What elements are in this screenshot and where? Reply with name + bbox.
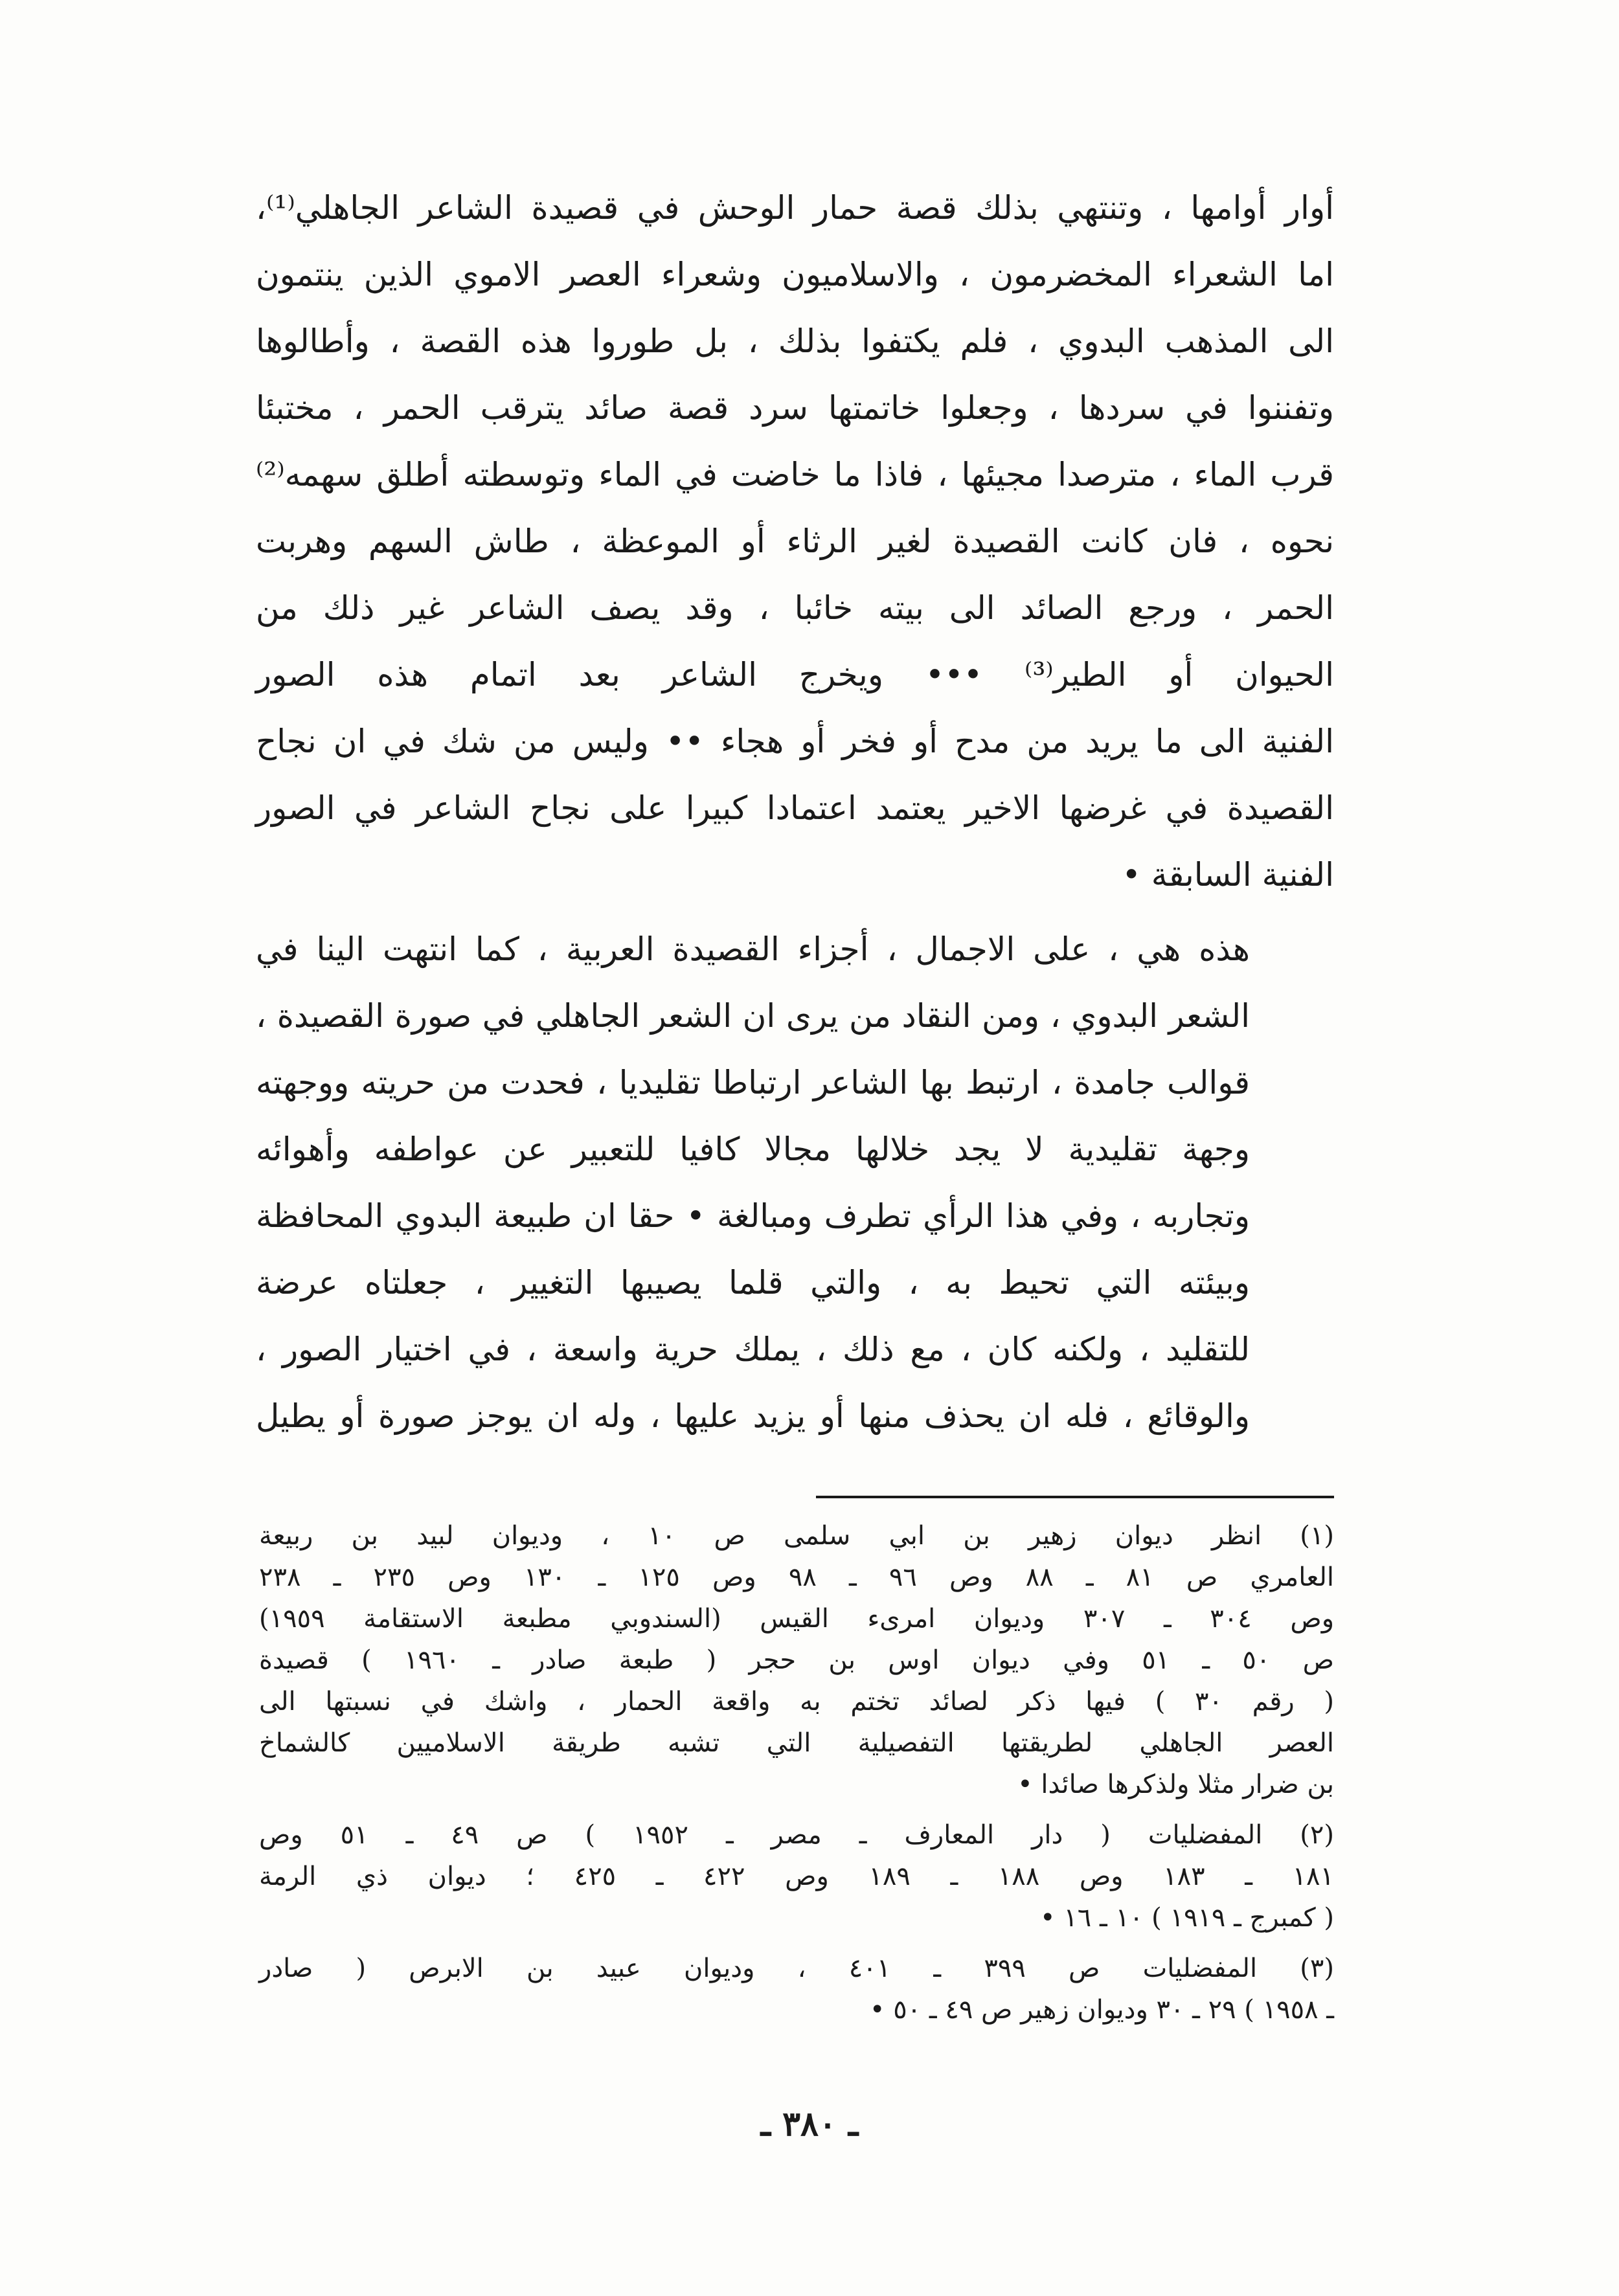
text-line: الشعر البدوي ، ومن النقاد من يرى ان الشعر الجاهلي في صورة القصيدة ، xyxy=(256,997,1250,1035)
text-line: قوالب جامدة ، ارتبط بها الشاعر ارتباطا تقليديا ، فحدت من حريته ووجهته xyxy=(256,1064,1250,1101)
footnotes xyxy=(259,1515,1334,2040)
footnote-line: ـ ١٩٥٨ ) ٢٩ ـ ٣٠ وديوان زهير ص ٤٩ ـ ٥٠ • xyxy=(869,1995,1334,2025)
text-line: هذه هي ، على الاجمال ، أجزاء القصيدة العربية ، كما انتهت الينا في xyxy=(256,930,1250,968)
text-line: الحيوان أو الطير⁽³⁾ ••• ويخرج الشاعر بعد اتمام هذه الصور xyxy=(256,656,1334,693)
footnote-line: (١) انظر ديوان زهير بن ابي سلمى ص ١٠ ، وديوان لبيد بن ربيعة xyxy=(259,1521,1334,1551)
text-line: اما الشعراء المخضرمون ، والاسلاميون وشعراء العصر الاموي الذين ينتمون xyxy=(256,256,1334,293)
text-line: وبيئته التي تحيط به ، والتي قلما يصيبها التغيير ، جعلتاه عرضة xyxy=(256,1264,1250,1301)
footnote-line: ( كمبرج ـ ١٩١٩ ) ١٠ ـ ١٦ • xyxy=(1040,1903,1334,1933)
footnote-line: ١٨١ ـ ١٨٣ وص ١٨٨ ـ ١٨٩ وص ٤٢٢ ـ ٤٢٥ ؛ ديوان ذي الرمة xyxy=(259,1862,1335,1891)
page-number: ـ ٣٨٠ ـ xyxy=(760,2104,859,2144)
footnote-line: وص ٣٠٤ ـ ٣٠٧ وديوان امرىء القيس (السندوبي مطبعة الاستقامة ١٩٥٩) xyxy=(259,1604,1335,1634)
main-text xyxy=(256,175,1334,1450)
text-line: وتفننوا في سردها ، وجعلوا خاتمتها سرد قصة صائد يترقب الحمر ، مختبئا xyxy=(256,389,1334,427)
footnote-line: (٢) المفضليات ( دار المعارف ـ مصر ـ ١٩٥٢ ) ص ٤٩ ـ ٥١ وص xyxy=(259,1820,1335,1850)
text-line: قرب الماء ، مترصدا مجيئها ، فاذا ما خاضت في الماء وتوسطته أطلق سهمه⁽²⁾ xyxy=(256,456,1334,493)
footnote-line: بن ضرار مثلا ولذكرها صائدا • xyxy=(1017,1770,1334,1799)
text-line: القصيدة في غرضها الاخير يعتمد اعتمادا كبيرا على نجاح الشاعر في الصور xyxy=(256,789,1334,827)
text-line: الحمر ، ورجع الصائد الى بيته خائبا ، وقد يصف الشاعر غير ذلك من xyxy=(256,589,1334,627)
text-line: أوار أوامها ، وتنتهي بذلك قصة حمار الوحش في قصيدة الشاعر الجاهلي⁽¹⁾، xyxy=(256,189,1334,227)
text-line: والوقائع ، فله ان يحذف منها أو يزيد عليها ، وله ان يوجز صورة أو يطيل xyxy=(256,1397,1250,1435)
footnote-separator xyxy=(816,1496,1334,1498)
text-line: نحوه ، فان كانت القصيدة لغير الرثاء أو الموعظة ، طاش السهم وهربت xyxy=(256,523,1334,560)
footnote-line: العصر الجاهلي لطريقتها التفصيلية التي تشبه طريقة الاسلاميين كالشماخ xyxy=(259,1728,1334,1758)
footnote-line: العامري ص ٨١ ـ ٨٨ وص ٩٦ ـ ٩٨ وص ١٢٥ ـ ١٣٠ وص ٢٣٥ ـ ٢٣٨ xyxy=(259,1562,1335,1592)
footnote-line: (٣) المفضليات ص ٣٩٩ ـ ٤٠١ ، وديوان عبيد بن الابرص ( صادر xyxy=(259,1953,1334,1983)
text-line: وجهة تقليدية لا يجد خلالها مجالا كافيا للتعبير عن عواطفه وأهوائه xyxy=(256,1131,1250,1168)
text-line: الى المذهب البدوي ، فلم يكتفوا بذلك ، بل طوروا هذه القصة ، وأطالوها xyxy=(256,322,1334,360)
paragraph-1 xyxy=(256,175,1334,908)
footnote-2 xyxy=(259,1814,1334,1939)
text-line: للتقليد ، ولكنه كان ، مع ذلك ، يملك حرية واسعة ، في اختيار الصور ، xyxy=(256,1331,1250,1368)
text-line: الفنية السابقة • xyxy=(1122,856,1334,894)
text-line: وتجاربه ، وفي هذا الرأي تطرف ومبالغة • حقا ان طبيعة البدوي المحافظة xyxy=(256,1197,1250,1235)
footnote-1 xyxy=(259,1515,1334,1805)
footnote-line: ( رقم ٣٠ ) فيها ذكر لصائد تختم به واقعة الحمار ، واشك في نسبتها الى xyxy=(259,1687,1334,1716)
footnote-3 xyxy=(259,1948,1334,2031)
paragraph-2 xyxy=(256,916,1334,1450)
text-line: الفنية الى ما يريد من مدح أو فخر أو هجاء •• وليس من شك في ان نجاح xyxy=(256,723,1334,760)
footnote-line: ص ٥٠ ـ ٥١ وفي ديوان اوس بن حجر ( طبعة صادر ـ ١٩٦٠ ) قصيدة xyxy=(259,1645,1335,1675)
